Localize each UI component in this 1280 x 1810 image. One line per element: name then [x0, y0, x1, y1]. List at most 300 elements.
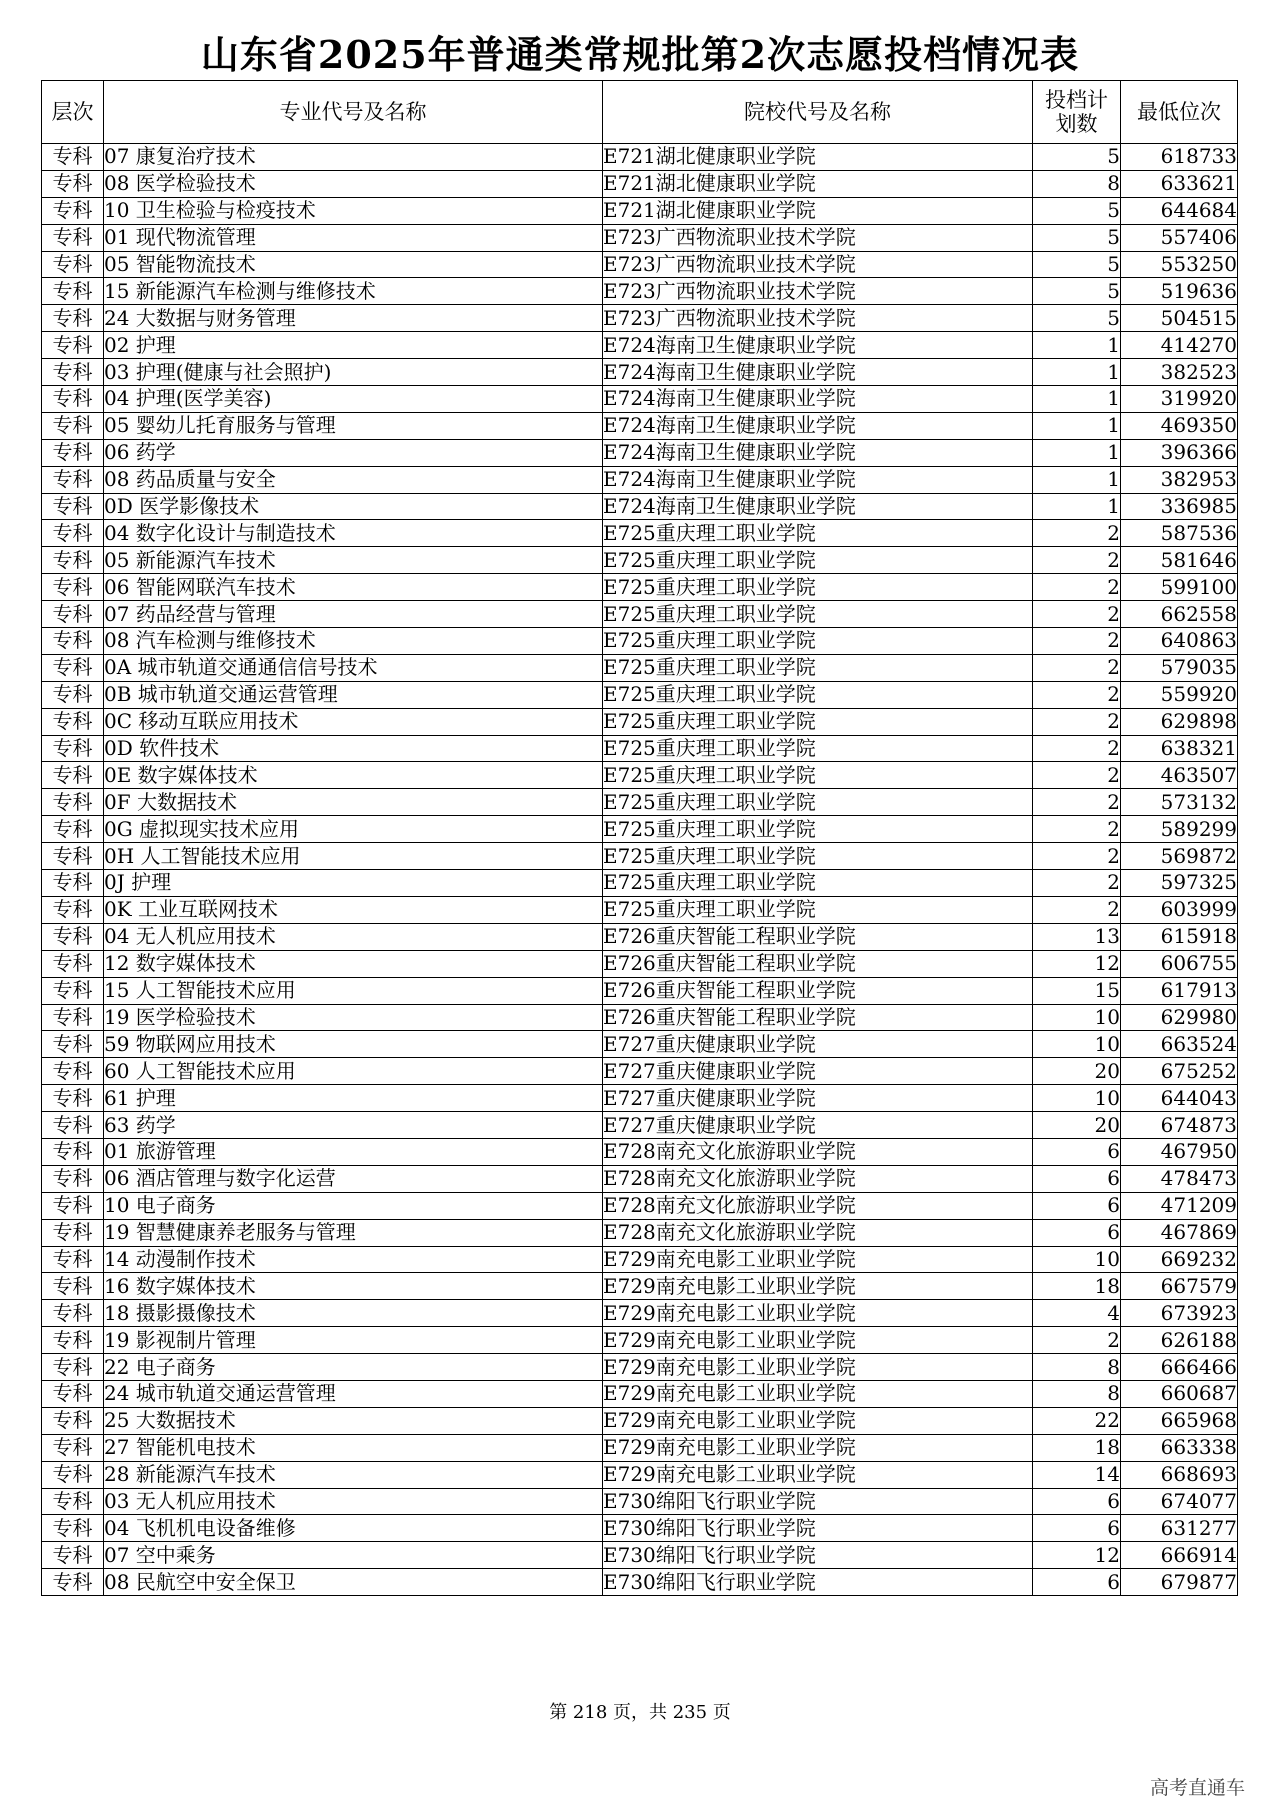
cell-school: E730绵阳飞行职业学院: [603, 1569, 1033, 1596]
cell-school: E729南充电影工业职业学院: [603, 1407, 1033, 1434]
table-row: [42, 601, 1238, 628]
cell-major: 08 汽车检测与维修技术: [104, 628, 603, 655]
table-row: [42, 1031, 1238, 1058]
cell-school: E730绵阳飞行职业学院: [603, 1542, 1033, 1569]
cell-level: 专科: [42, 1004, 104, 1031]
cell-level: 专科: [42, 1434, 104, 1461]
cell-major: 0K 工业互联网技术: [104, 896, 603, 923]
cell-school: E726重庆智能工程职业学院: [603, 950, 1033, 977]
cell-rank: 663524: [1121, 1031, 1238, 1058]
cell-rank: 579035: [1121, 654, 1238, 681]
table-row: [42, 1434, 1238, 1461]
cell-major: 60 人工智能技术应用: [104, 1058, 603, 1085]
page-title: 山东省2025年普通类常规批第2次志愿投档情况表: [200, 32, 1080, 77]
cell-level: 专科: [42, 601, 104, 628]
cell-school: E727重庆健康职业学院: [603, 1112, 1033, 1139]
cell-major: 27 智能机电技术: [104, 1434, 603, 1461]
cell-major: 10 卫生检验与检疫技术: [104, 197, 603, 224]
cell-plan: 5: [1033, 224, 1121, 251]
cell-school: E725重庆理工职业学院: [603, 547, 1033, 574]
cell-school: E725重庆理工职业学院: [603, 762, 1033, 789]
cell-level: 专科: [42, 466, 104, 493]
cell-rank: 319920: [1121, 386, 1238, 413]
cell-plan: 18: [1033, 1273, 1121, 1300]
table-body: [42, 144, 1238, 1596]
cell-major: 0A 城市轨道交通通信信号技术: [104, 654, 603, 681]
cell-school: E730绵阳飞行职业学院: [603, 1488, 1033, 1515]
cell-major: 0D 软件技术: [104, 735, 603, 762]
cell-school: E724海南卫生健康职业学院: [603, 466, 1033, 493]
cell-school: E726重庆智能工程职业学院: [603, 1004, 1033, 1031]
cell-level: 专科: [42, 1461, 104, 1488]
cell-school: E725重庆理工职业学院: [603, 654, 1033, 681]
cell-level: 专科: [42, 251, 104, 278]
cell-plan: 6: [1033, 1569, 1121, 1596]
cell-major: 14 动漫制作技术: [104, 1246, 603, 1273]
cell-level: 专科: [42, 305, 104, 332]
admission-table: [41, 80, 1238, 1596]
cell-major: 22 电子商务: [104, 1354, 603, 1381]
cell-major: 24 大数据与财务管理: [104, 305, 603, 332]
table-row: [42, 1515, 1238, 1542]
cell-school: E723广西物流职业技术学院: [603, 224, 1033, 251]
cell-major: 02 护理: [104, 332, 603, 359]
cell-rank: 414270: [1121, 332, 1238, 359]
cell-school: E727重庆健康职业学院: [603, 1058, 1033, 1085]
cell-school: E725重庆理工职业学院: [603, 896, 1033, 923]
cell-school: E725重庆理工职业学院: [603, 681, 1033, 708]
cell-plan: 5: [1033, 251, 1121, 278]
cell-school: E729南充电影工业职业学院: [603, 1327, 1033, 1354]
cell-level: 专科: [42, 1138, 104, 1165]
table-row: [42, 359, 1238, 386]
cell-major: 05 婴幼儿托育服务与管理: [104, 412, 603, 439]
cell-plan: 2: [1033, 628, 1121, 655]
cell-level: 专科: [42, 1488, 104, 1515]
table-row: [42, 1004, 1238, 1031]
cell-school: E729南充电影工业职业学院: [603, 1300, 1033, 1327]
cell-rank: 553250: [1121, 251, 1238, 278]
table-row: [42, 386, 1238, 413]
table-row: [42, 1488, 1238, 1515]
cell-major: 59 物联网应用技术: [104, 1031, 603, 1058]
cell-school: E729南充电影工业职业学院: [603, 1461, 1033, 1488]
cell-rank: 666466: [1121, 1354, 1238, 1381]
table-row: [42, 1569, 1238, 1596]
cell-major: 0F 大数据技术: [104, 789, 603, 816]
cell-school: E726重庆智能工程职业学院: [603, 977, 1033, 1004]
cell-level: 专科: [42, 224, 104, 251]
table-row: [42, 1327, 1238, 1354]
cell-major: 0B 城市轨道交通运营管理: [104, 681, 603, 708]
cell-school: E725重庆理工职业学院: [603, 601, 1033, 628]
cell-school: E729南充电影工业职业学院: [603, 1273, 1033, 1300]
cell-rank: 519636: [1121, 278, 1238, 305]
cell-level: 专科: [42, 628, 104, 655]
cell-rank: 668693: [1121, 1461, 1238, 1488]
cell-plan: 4: [1033, 1300, 1121, 1327]
cell-level: 专科: [42, 870, 104, 897]
table-row: [42, 493, 1238, 520]
cell-level: 专科: [42, 1058, 104, 1085]
header-plan: [1033, 81, 1121, 144]
cell-level: 专科: [42, 1112, 104, 1139]
watermark: 高考直通车: [1149, 1777, 1245, 1799]
cell-school: E725重庆理工职业学院: [603, 870, 1033, 897]
cell-school: E724海南卫生健康职业学院: [603, 359, 1033, 386]
table-row: [42, 977, 1238, 1004]
cell-plan: 2: [1033, 574, 1121, 601]
cell-rank: 599100: [1121, 574, 1238, 601]
cell-rank: 662558: [1121, 601, 1238, 628]
cell-level: 专科: [42, 547, 104, 574]
table-row: [42, 1246, 1238, 1273]
cell-major: 28 新能源汽车技术: [104, 1461, 603, 1488]
table-row: [42, 950, 1238, 977]
cell-major: 08 药品质量与安全: [104, 466, 603, 493]
cell-rank: 467950: [1121, 1138, 1238, 1165]
cell-plan: 2: [1033, 681, 1121, 708]
cell-school: E728南充文化旅游职业学院: [603, 1192, 1033, 1219]
cell-school: E724海南卫生健康职业学院: [603, 332, 1033, 359]
cell-school: E723广西物流职业技术学院: [603, 305, 1033, 332]
cell-rank: 629898: [1121, 708, 1238, 735]
table-row: [42, 1461, 1238, 1488]
cell-level: 专科: [42, 789, 104, 816]
cell-school: E723广西物流职业技术学院: [603, 251, 1033, 278]
cell-major: 07 药品经营与管理: [104, 601, 603, 628]
cell-level: 专科: [42, 1354, 104, 1381]
cell-plan: 12: [1033, 950, 1121, 977]
cell-level: 专科: [42, 359, 104, 386]
table-row: [42, 1058, 1238, 1085]
table-row: [42, 278, 1238, 305]
table-row: [42, 1354, 1238, 1381]
cell-rank: 581646: [1121, 547, 1238, 574]
cell-school: E724海南卫生健康职业学院: [603, 386, 1033, 413]
cell-rank: 589299: [1121, 816, 1238, 843]
cell-major: 15 人工智能技术应用: [104, 977, 603, 1004]
cell-plan: 1: [1033, 493, 1121, 520]
cell-school: E723广西物流职业技术学院: [603, 278, 1033, 305]
cell-major: 06 酒店管理与数字化运营: [104, 1165, 603, 1192]
cell-major: 0D 医学影像技术: [104, 493, 603, 520]
cell-rank: 603999: [1121, 896, 1238, 923]
cell-rank: 667579: [1121, 1273, 1238, 1300]
cell-plan: 10: [1033, 1004, 1121, 1031]
cell-school: E729南充电影工业职业学院: [603, 1246, 1033, 1273]
cell-major: 12 数字媒体技术: [104, 950, 603, 977]
cell-school: E725重庆理工职业学院: [603, 708, 1033, 735]
table-row: [42, 654, 1238, 681]
cell-major: 16 数字媒体技术: [104, 1273, 603, 1300]
table-row: [42, 520, 1238, 547]
cell-plan: 1: [1033, 386, 1121, 413]
cell-plan: 8: [1033, 1354, 1121, 1381]
cell-rank: 557406: [1121, 224, 1238, 251]
cell-school: E728南充文化旅游职业学院: [603, 1219, 1033, 1246]
cell-level: 专科: [42, 1246, 104, 1273]
cell-rank: 504515: [1121, 305, 1238, 332]
header-level: 层次: [42, 81, 104, 144]
cell-plan: 5: [1033, 144, 1121, 171]
cell-plan: 10: [1033, 1031, 1121, 1058]
cell-rank: 644043: [1121, 1085, 1238, 1112]
table-row: [42, 1300, 1238, 1327]
table-row: [42, 305, 1238, 332]
table-row: [42, 1165, 1238, 1192]
cell-rank: 633621: [1121, 170, 1238, 197]
cell-school: E727重庆健康职业学院: [603, 1031, 1033, 1058]
cell-major: 04 无人机应用技术: [104, 923, 603, 950]
cell-plan: 1: [1033, 439, 1121, 466]
cell-major: 19 影视制片管理: [104, 1327, 603, 1354]
cell-major: 0E 数字媒体技术: [104, 762, 603, 789]
cell-plan: 2: [1033, 843, 1121, 870]
cell-level: 专科: [42, 1165, 104, 1192]
cell-plan: 14: [1033, 1461, 1121, 1488]
cell-rank: 559920: [1121, 681, 1238, 708]
cell-level: 专科: [42, 1031, 104, 1058]
cell-level: 专科: [42, 816, 104, 843]
cell-level: 专科: [42, 1219, 104, 1246]
cell-major: 06 智能网联汽车技术: [104, 574, 603, 601]
cell-rank: 640863: [1121, 628, 1238, 655]
cell-school: E727重庆健康职业学院: [603, 1085, 1033, 1112]
cell-rank: 471209: [1121, 1192, 1238, 1219]
cell-rank: 660687: [1121, 1380, 1238, 1407]
table-row: [42, 1542, 1238, 1569]
cell-major: 04 数字化设计与制造技术: [104, 520, 603, 547]
cell-school: E721湖北健康职业学院: [603, 144, 1033, 171]
cell-plan: 1: [1033, 466, 1121, 493]
cell-level: 专科: [42, 278, 104, 305]
cell-plan: 1: [1033, 332, 1121, 359]
cell-level: 专科: [42, 574, 104, 601]
cell-plan: 15: [1033, 977, 1121, 1004]
cell-major: 07 空中乘务: [104, 1542, 603, 1569]
cell-plan: 18: [1033, 1434, 1121, 1461]
cell-rank: 382953: [1121, 466, 1238, 493]
cell-plan: 8: [1033, 170, 1121, 197]
cell-school: E725重庆理工职业学院: [603, 628, 1033, 655]
table-row: [42, 843, 1238, 870]
cell-plan: 6: [1033, 1138, 1121, 1165]
cell-level: 专科: [42, 1407, 104, 1434]
cell-level: 专科: [42, 144, 104, 171]
cell-rank: 631277: [1121, 1515, 1238, 1542]
cell-rank: 679877: [1121, 1569, 1238, 1596]
cell-rank: 382523: [1121, 359, 1238, 386]
cell-level: 专科: [42, 412, 104, 439]
cell-school: E725重庆理工职业学院: [603, 816, 1033, 843]
cell-school: E725重庆理工职业学院: [603, 789, 1033, 816]
cell-rank: 665968: [1121, 1407, 1238, 1434]
table-row: [42, 197, 1238, 224]
cell-level: 专科: [42, 1380, 104, 1407]
cell-major: 0H 人工智能技术应用: [104, 843, 603, 870]
cell-rank: 626188: [1121, 1327, 1238, 1354]
cell-major: 19 智慧健康养老服务与管理: [104, 1219, 603, 1246]
cell-level: 专科: [42, 197, 104, 224]
table-row: [42, 1380, 1238, 1407]
cell-rank: 674077: [1121, 1488, 1238, 1515]
cell-school: E726重庆智能工程职业学院: [603, 923, 1033, 950]
cell-plan: 2: [1033, 1327, 1121, 1354]
cell-plan: 1: [1033, 412, 1121, 439]
cell-major: 0J 护理: [104, 870, 603, 897]
cell-school: E724海南卫生健康职业学院: [603, 493, 1033, 520]
cell-major: 18 摄影摄像技术: [104, 1300, 603, 1327]
cell-major: 05 新能源汽车技术: [104, 547, 603, 574]
cell-level: 专科: [42, 520, 104, 547]
cell-rank: 618733: [1121, 144, 1238, 171]
cell-plan: 2: [1033, 654, 1121, 681]
cell-level: 专科: [42, 1273, 104, 1300]
cell-rank: 569872: [1121, 843, 1238, 870]
cell-school: E725重庆理工职业学院: [603, 574, 1033, 601]
cell-level: 专科: [42, 386, 104, 413]
cell-rank: 629980: [1121, 1004, 1238, 1031]
table-row: [42, 708, 1238, 735]
table-row: [42, 816, 1238, 843]
cell-rank: 617913: [1121, 977, 1238, 1004]
cell-plan: 20: [1033, 1058, 1121, 1085]
cell-school: E730绵阳飞行职业学院: [603, 1515, 1033, 1542]
cell-rank: 644684: [1121, 197, 1238, 224]
cell-school: E729南充电影工业职业学院: [603, 1434, 1033, 1461]
cell-rank: 615918: [1121, 923, 1238, 950]
cell-plan: 5: [1033, 278, 1121, 305]
cell-major: 61 护理: [104, 1085, 603, 1112]
table-header-row: [42, 81, 1238, 144]
cell-rank: 638321: [1121, 735, 1238, 762]
cell-major: 05 智能物流技术: [104, 251, 603, 278]
cell-rank: 669232: [1121, 1246, 1238, 1273]
cell-plan: 6: [1033, 1488, 1121, 1515]
cell-school: E721湖北健康职业学院: [603, 170, 1033, 197]
cell-major: 06 药学: [104, 439, 603, 466]
cell-major: 19 医学检验技术: [104, 1004, 603, 1031]
cell-major: 04 飞机机电设备维修: [104, 1515, 603, 1542]
cell-rank: 606755: [1121, 950, 1238, 977]
cell-level: 专科: [42, 977, 104, 1004]
cell-major: 03 无人机应用技术: [104, 1488, 603, 1515]
table-row: [42, 224, 1238, 251]
page-footer: 第 218 页，共 235 页: [549, 1702, 731, 1723]
cell-major: 04 护理(医学美容): [104, 386, 603, 413]
cell-school: E728南充文化旅游职业学院: [603, 1165, 1033, 1192]
cell-rank: 597325: [1121, 870, 1238, 897]
cell-plan: 6: [1033, 1219, 1121, 1246]
cell-plan: 6: [1033, 1515, 1121, 1542]
cell-plan: 6: [1033, 1192, 1121, 1219]
cell-rank: 336985: [1121, 493, 1238, 520]
cell-level: 专科: [42, 1542, 104, 1569]
cell-school: E724海南卫生健康职业学院: [603, 412, 1033, 439]
table-row: [42, 735, 1238, 762]
cell-major: 08 民航空中安全保卫: [104, 1569, 603, 1596]
cell-rank: 467869: [1121, 1219, 1238, 1246]
cell-level: 专科: [42, 439, 104, 466]
table-row: [42, 251, 1238, 278]
cell-major: 03 护理(健康与社会照护): [104, 359, 603, 386]
cell-level: 专科: [42, 1300, 104, 1327]
cell-level: 专科: [42, 843, 104, 870]
table-row: [42, 332, 1238, 359]
cell-plan: 2: [1033, 601, 1121, 628]
cell-level: 专科: [42, 1085, 104, 1112]
cell-school: E724海南卫生健康职业学院: [603, 439, 1033, 466]
header-school: 院校代号及名称: [603, 81, 1033, 144]
cell-plan: 8: [1033, 1380, 1121, 1407]
table-row: [42, 1273, 1238, 1300]
cell-plan: 2: [1033, 708, 1121, 735]
cell-plan: 1: [1033, 359, 1121, 386]
cell-plan: 2: [1033, 896, 1121, 923]
cell-plan: 2: [1033, 735, 1121, 762]
cell-rank: 469350: [1121, 412, 1238, 439]
cell-plan: 2: [1033, 816, 1121, 843]
table-row: [42, 574, 1238, 601]
cell-major: 15 新能源汽车检测与维修技术: [104, 278, 603, 305]
cell-rank: 673923: [1121, 1300, 1238, 1327]
cell-school: E728南充文化旅游职业学院: [603, 1138, 1033, 1165]
cell-rank: 573132: [1121, 789, 1238, 816]
table-row: [42, 896, 1238, 923]
table-row: [42, 762, 1238, 789]
cell-school: E729南充电影工业职业学院: [603, 1354, 1033, 1381]
cell-major: 01 现代物流管理: [104, 224, 603, 251]
cell-major: 24 城市轨道交通运营管理: [104, 1380, 603, 1407]
cell-major: 25 大数据技术: [104, 1407, 603, 1434]
cell-level: 专科: [42, 708, 104, 735]
cell-level: 专科: [42, 1569, 104, 1596]
cell-plan: 5: [1033, 305, 1121, 332]
cell-plan: 2: [1033, 762, 1121, 789]
table-row: [42, 170, 1238, 197]
cell-level: 专科: [42, 681, 104, 708]
table-row: [42, 1085, 1238, 1112]
table-row: [42, 1219, 1238, 1246]
table-row: [42, 681, 1238, 708]
table-row: [42, 1112, 1238, 1139]
table-row: [42, 923, 1238, 950]
cell-major: 0G 虚拟现实技术应用: [104, 816, 603, 843]
cell-major: 01 旅游管理: [104, 1138, 603, 1165]
cell-level: 专科: [42, 332, 104, 359]
cell-level: 专科: [42, 950, 104, 977]
cell-plan: 2: [1033, 789, 1121, 816]
cell-plan: 12: [1033, 1542, 1121, 1569]
table-row: [42, 412, 1238, 439]
table-row: [42, 547, 1238, 574]
cell-rank: 666914: [1121, 1542, 1238, 1569]
table-row: [42, 1192, 1238, 1219]
cell-school: E729南充电影工业职业学院: [603, 1380, 1033, 1407]
cell-level: 专科: [42, 762, 104, 789]
cell-major: 10 电子商务: [104, 1192, 603, 1219]
cell-level: 专科: [42, 1515, 104, 1542]
cell-level: 专科: [42, 923, 104, 950]
cell-school: E725重庆理工职业学院: [603, 843, 1033, 870]
cell-rank: 663338: [1121, 1434, 1238, 1461]
table-row: [42, 144, 1238, 171]
cell-major: 63 药学: [104, 1112, 603, 1139]
cell-plan: 2: [1033, 520, 1121, 547]
header-plan-line1: 投档计: [1045, 88, 1108, 112]
cell-rank: 675252: [1121, 1058, 1238, 1085]
